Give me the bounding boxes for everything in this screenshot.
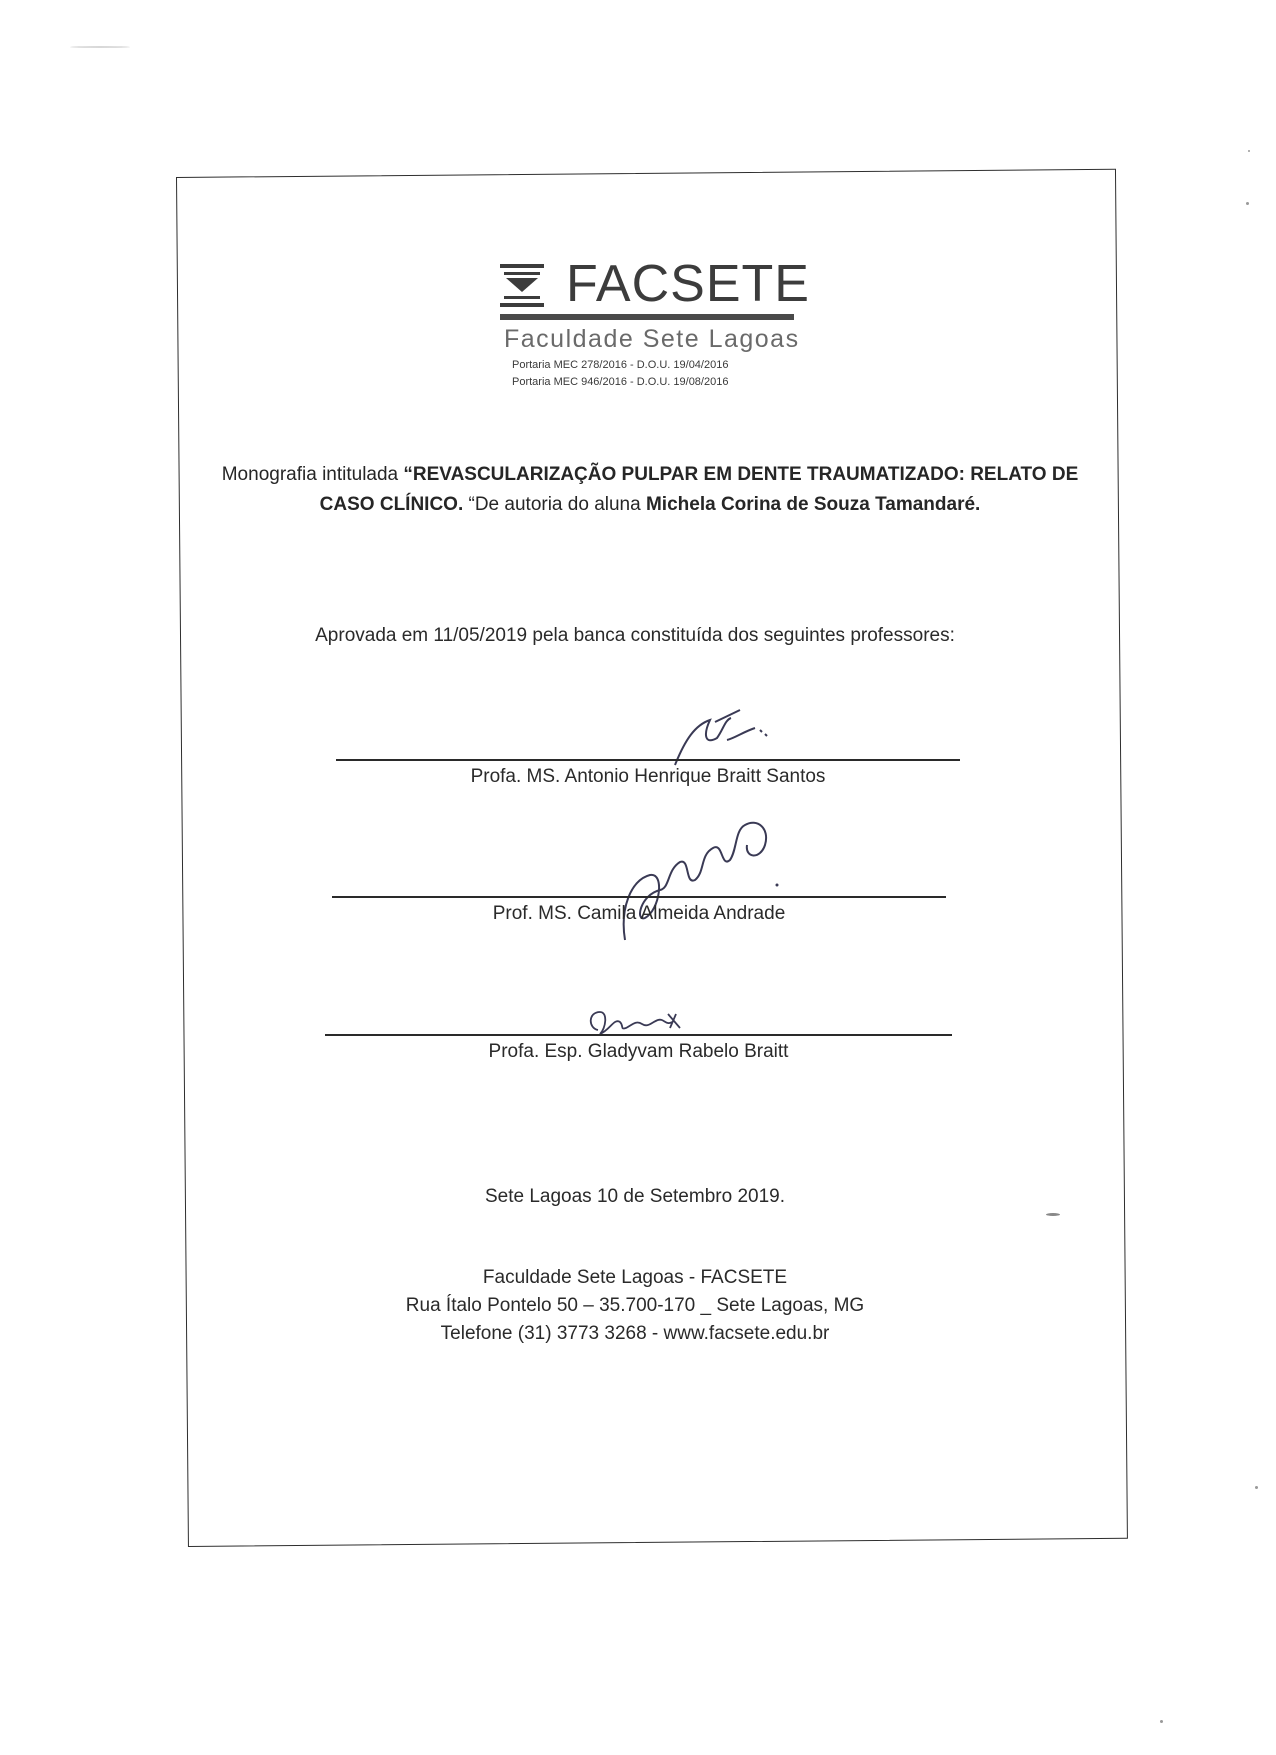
approval-text: Aprovada em 11/05/2019 pela banca constituída dos seguintes professores: — [315, 625, 955, 646]
signatory-3-name: Profa. Esp. Gladyvam Rabelo Braitt — [488, 1041, 789, 1062]
title-bold: “REVASCULARIZAÇÃO PULPAR EM DENTE TRAUMATIZADO: RELATO DE CASO CLÍNICO. — [319, 464, 1079, 515]
signature-line-2 — [332, 896, 946, 898]
signature-line-3 — [325, 1034, 952, 1036]
footer-institution: Faculdade Sete Lagoas - FACSETE — [482, 1267, 788, 1288]
title-prefix: Monografia intitulada — [221, 464, 404, 485]
signatory-2-name: Prof. MS. Camila Almeida Andrade — [492, 903, 786, 924]
scan-speck — [1255, 1486, 1258, 1489]
logo-divider — [500, 314, 794, 320]
footer-address: Rua Ítalo Pontelo 50 – 35.700-170 _ Sete Lagoas, MG — [405, 1295, 865, 1316]
scan-speck — [70, 46, 130, 48]
place-date: Sete Lagoas 10 de Setembro 2019. — [484, 1186, 785, 1207]
logo-portaria-1: Portaria MEC 278/2016 - D.O.U. 19/04/2016 — [512, 359, 729, 371]
title-middle: “De autoria do aluna — [463, 494, 646, 515]
logo-name: FACSETE — [566, 255, 810, 313]
monograph-title-paragraph — [210, 460, 1090, 520]
logo-portaria-2: Portaria MEC 946/2016 - D.O.U. 19/08/2016 — [512, 376, 729, 388]
signatory-1-name: Profa. MS. Antonio Henrique Braitt Santos — [470, 766, 826, 787]
scan-speck — [1246, 202, 1249, 205]
signature-2-handwriting — [605, 800, 795, 950]
scan-speck — [1160, 1720, 1163, 1723]
facsete-logo — [500, 255, 810, 402]
author-name: Michela Corina de Souza Tamandaré. — [645, 494, 981, 515]
logo-subtitle: Faculdade Sete Lagoas — [504, 325, 800, 353]
footer-contact: Telefone (31) 3773 3268 - www.facsete.edu.br — [440, 1323, 830, 1344]
facsete-emblem-icon — [500, 262, 556, 310]
scan-speck — [1248, 150, 1250, 152]
signature-line-1 — [336, 759, 960, 761]
